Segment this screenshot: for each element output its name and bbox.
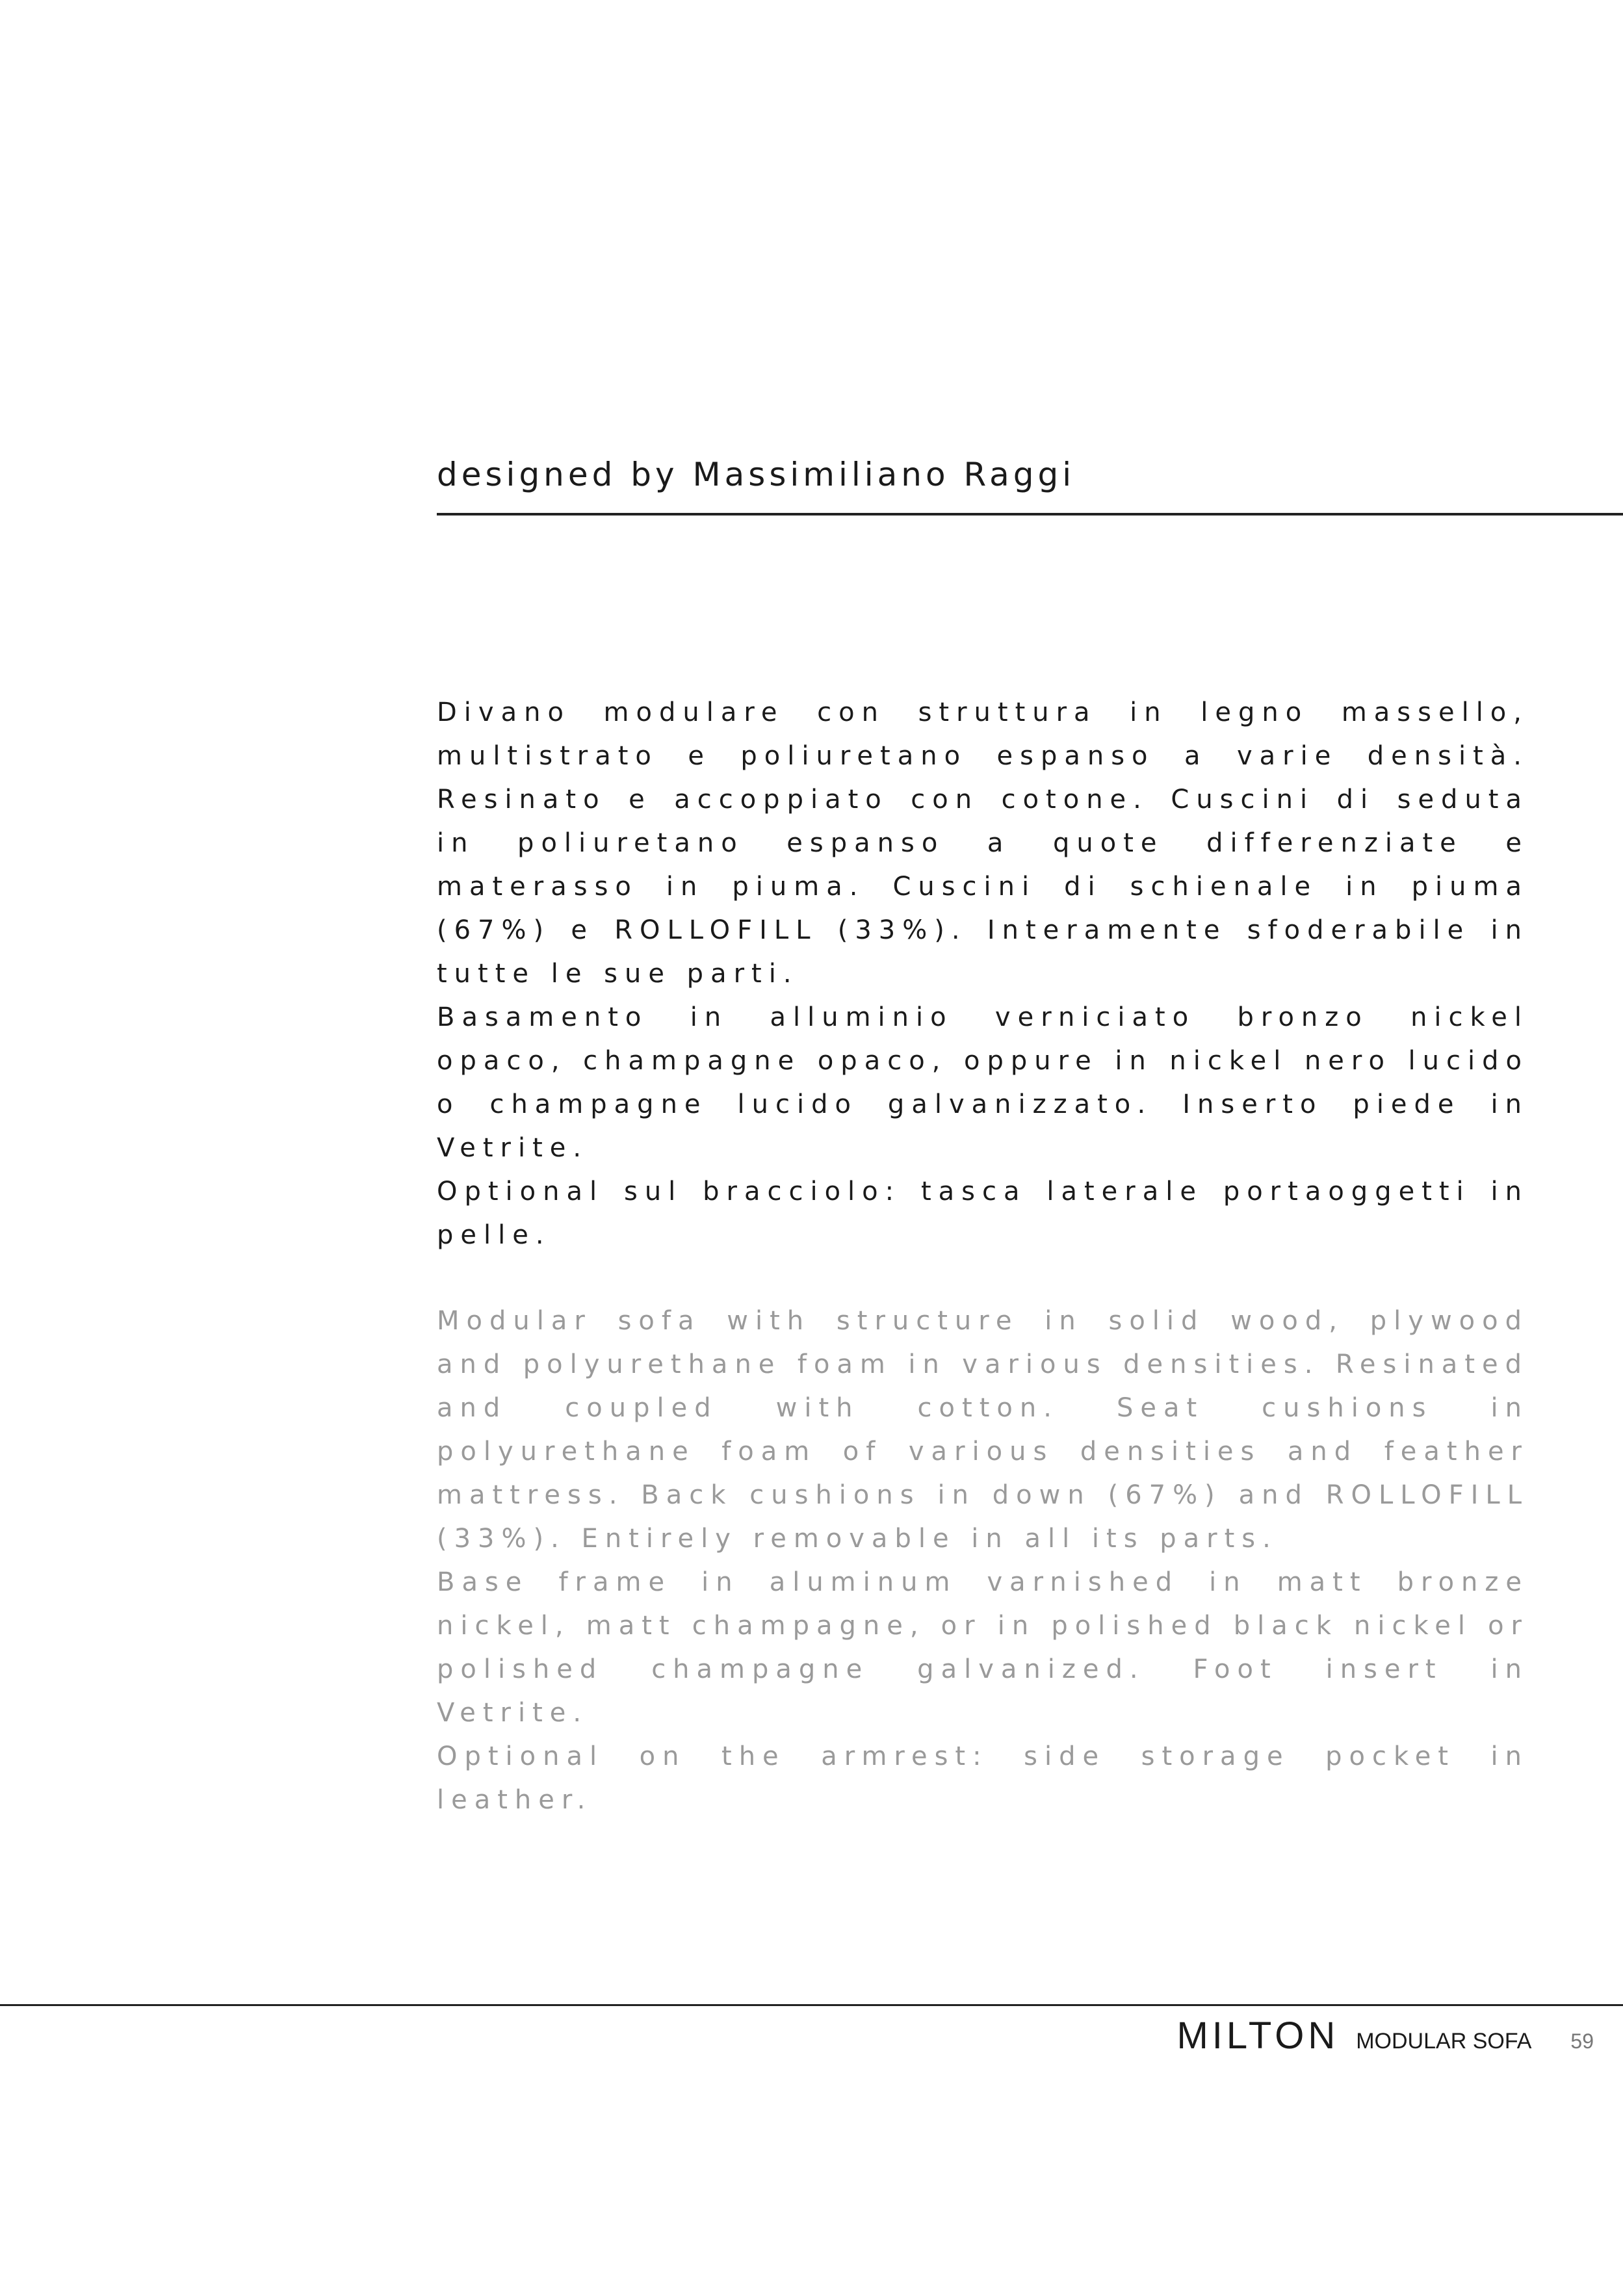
english-description [437, 1299, 1529, 1822]
page-footer [1176, 2014, 1594, 2066]
english-paragraph: Base frame in aluminum varnished in matt bronze nickel, matt champagne, or in polished black nickel or polished champagne galvanized. Foot insert in Vetrite. [437, 1567, 1529, 1728]
english-paragraph: Modular sofa with structure in solid wood, plywood and polyurethane foam in various densities. Resinated and coupled with cotton. Seat cushions in polyurethane foam of various densities and feather mattress. Back cushions in down (67%) and ROLLOFILL (33%). Entirely removable in all its parts. [437, 1306, 1529, 1554]
header-divider [437, 513, 1623, 515]
italian-description [437, 691, 1529, 1257]
italian-paragraph: Basamento in alluminio verniciato bronzo nickel opaco, champagne opaco, oppure in nickel nero lucido o champagne lucido galvanizzato. Inserto piede in Vetrite. [437, 1002, 1529, 1163]
page-number: 59 [1570, 2029, 1594, 2053]
designer-credit: designed by Massimiliano Raggi [437, 456, 1076, 493]
english-paragraph: Optional on the armrest: side storage pocket in leather. [437, 1742, 1529, 1815]
product-type: MODULAR SOFA [1356, 2029, 1532, 2054]
brand-name: MILTON [1176, 2015, 1340, 2057]
footer-divider [0, 2004, 1623, 2006]
italian-paragraph: Divano modulare con struttura in legno massello, multistrato e poliuretano espanso a varie densità. Resinato e accoppiato con cotone. Cuscini di seduta in poliuretano espanso a quote differenziate e materasso in piuma. Cuscini di schienale in piuma (67%) e ROLLOFILL (33%). Interamente sfoderabile in tutte le sue parti. [437, 698, 1529, 989]
italian-paragraph: Optional sul bracciolo: tasca laterale portaoggetti in pelle. [437, 1177, 1529, 1250]
